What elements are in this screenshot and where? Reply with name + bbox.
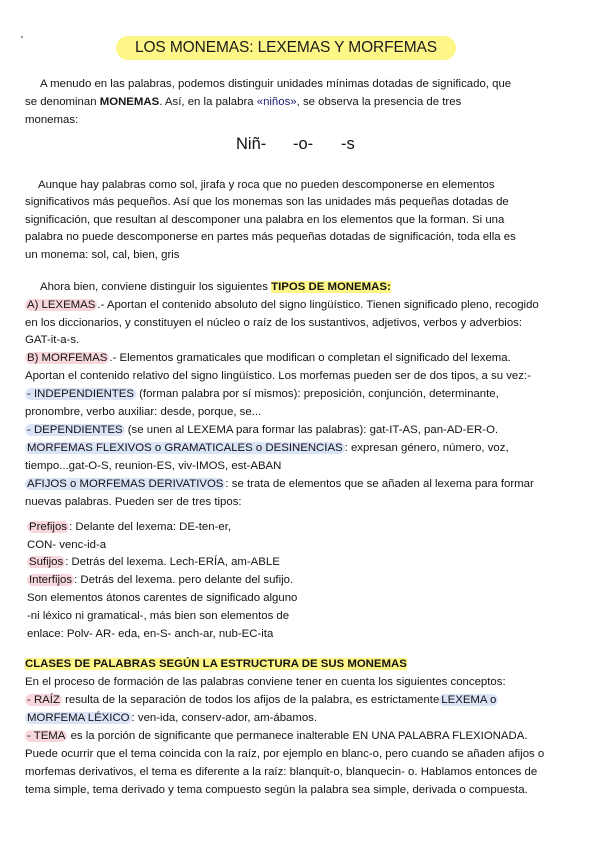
para2-line-5: un monema: sol, cal, bien, gris (25, 249, 180, 261)
ninos-example: «niños» (256, 96, 297, 108)
clases-heading-text: CLASES DE PALABRAS SEGÚN LA ESTRUCTURA DE SUS MONEMAS (25, 658, 407, 670)
interfijos-line-3: -ni léxico ni gramatical-, más bien son elementos de (27, 610, 290, 622)
afijos-line-2: nuevas palabras. Pueden ser de tres tipos: (25, 496, 242, 508)
tema-label: - TEMA (27, 730, 66, 742)
intro-text: . Así, en la palabra (159, 96, 257, 108)
independientes-label: - INDEPENDIENTES (27, 388, 134, 400)
dependientes-label: - DEPENDIENTES (27, 424, 123, 436)
flexivos-label: MORFEMAS FLEXIVOS o GRAMATICALES o DESINENCIAS (27, 442, 343, 454)
independientes-text: (forman palabra por sí mismos): preposición, conjunción, determinante, (135, 388, 499, 400)
para2-line-4: palabra no puede descomponerse en partes más pequeñas dotadas de significación, toda ella es (25, 231, 516, 243)
interfijos-line-4: enlace: Polv- AR- eda, en-S- anch-ar, nub-EC-ita (27, 628, 274, 640)
interfijos-line-1 (27, 572, 293, 590)
page-title: LOS MONEMAS: LEXEMAS Y MORFEMAS (116, 36, 456, 60)
para2-line-3: significación, que resultan al descomponer una palabra en los elementos que la forman. Si una (25, 214, 505, 226)
intro-line-1: A menudo en las palabras, podemos distinguir unidades mínimas dotadas de significado, que (40, 78, 512, 90)
dependientes-text: (se unen al LEXEMA para formar las palabras): gat-IT-AS, pan-AD-ER-O. (124, 424, 499, 436)
intro-text: , se observa la presencia de tres (296, 96, 462, 108)
independientes-line-1 (25, 386, 499, 404)
raiz-line-2 (25, 710, 317, 728)
example-part-2: -o- (293, 135, 314, 153)
prefijos-text: : Delante del lexema: DE-ten-er, (68, 521, 232, 533)
flexivos-line-1 (25, 440, 509, 458)
morfemas-line-2: Aportan el contenido relativo del signo lingüístico. Los morfemas pueden ser de dos tipos, a su vez:- (25, 370, 531, 382)
morfemas-text: .- Elementos gramaticales que modifican o completan el significado del lexema. (109, 352, 511, 364)
para3-line-1 (40, 279, 391, 297)
sufijos-label: Sufijos (29, 556, 64, 568)
lexemas-label: A) LEXEMAS (27, 299, 96, 311)
intro-text: se denominan (25, 96, 100, 108)
morfemas-line-1 (25, 350, 511, 368)
tema-line-2: Puede ocurrir que el tema coincida con la raíz, por ejemplo en blanc-o, pero cuando se añaden afijos o (25, 748, 545, 760)
dependientes-line-1 (25, 422, 498, 440)
afijos-text: : se trata de elementos que se añaden al lexema para formar (225, 478, 534, 490)
prefijos-label: Prefijos (29, 521, 67, 533)
lexemas-line-1 (25, 297, 539, 315)
sufijos-line (27, 554, 280, 572)
afijos-line-1 (25, 476, 534, 494)
para2-line-2: significativos más pequeños. Así que los monemas son las unidades más pequeñas dotadas de (25, 196, 509, 208)
raiz-text: : ven-ida, conserv-ador, am-ábamos. (131, 712, 318, 724)
intro-line-3: monemas: (25, 114, 79, 126)
morfemas-label: B) MORFEMAS (27, 352, 108, 364)
tema-line-1 (25, 728, 528, 746)
independientes-line-2: pronombre, verbo auxiliar: desde, porque, se... (25, 406, 262, 418)
monemas-term: MONEMAS (99, 96, 160, 108)
flexivos-line-2: tiempo...gat-O-S, reunion-ES, viv-IMOS, est-ABAN (25, 460, 282, 472)
lexemas-line-2: en los diccionarios, y constituyen el núcleo o raíz de los sustantivos, adjetivos, verbos y adverbios: (25, 317, 523, 329)
tema-line-4: tema simple, tema derivado y tema compuesto según la palabra sea simple, derivada o compuesta. (25, 784, 528, 796)
interfijos-line-2: Son elementos átonos carentes de significado alguno (27, 592, 298, 604)
morfema-lexico-highlight: MORFEMA LÉXICO (27, 712, 130, 724)
prefijos-line-1 (27, 519, 231, 537)
afijos-label: AFIJOS o MORFEMAS DERIVATIVOS (27, 478, 224, 490)
sufijos-text: : Detrás del lexema. Lech-ERÍA, am-ABLE (65, 556, 280, 568)
flexivos-text: : expresan género, número, voz, (344, 442, 509, 454)
para3-text: Ahora bien, conviene distinguir los siguientes (40, 281, 272, 293)
para2-line-1: Aunque hay palabras como sol, jirafa y roca que no pueden descomponerse en elementos (38, 179, 495, 191)
tema-text: es la porción de significante que permanece inalterable EN UNA PALABRA FLEXIONADA. (67, 730, 528, 742)
interfijos-text: : Detrás del lexema. pero delante del sufijo. (74, 574, 294, 586)
intro-line-2 (25, 94, 461, 112)
lexemas-text: .- Aportan el contenido absoluto del signo lingüístico. Tienen significado pleno, recogido (97, 299, 539, 311)
raiz-label: - RAÍZ (27, 694, 60, 706)
interfijos-label: Interfijos (29, 574, 73, 586)
tema-line-3: morfemas derivativos, el tema es diferente a la raíz: blanquit-o, blanquecin- o. Hablamos entonces de (25, 766, 538, 778)
example-part-3: -s (341, 135, 355, 153)
raiz-line-1 (25, 692, 498, 710)
page-dot (21, 36, 23, 38)
clases-line-1: En el proceso de formación de las palabras conviene tener en cuenta los siguientes conceptos: (25, 676, 506, 688)
example-part-1: Niñ- (236, 135, 267, 153)
prefijos-line-2: CON- venc-id-a (27, 539, 107, 551)
tipos-heading: TIPOS DE MONEMAS: (271, 281, 391, 293)
lexemas-line-3: GAT-it-a-s. (25, 334, 80, 346)
clases-heading (25, 656, 407, 674)
raiz-text: resulta de la separación de todos los afijos de la palabra, es estrictamente (61, 694, 440, 706)
lexema-highlight: LEXEMA o (441, 694, 497, 706)
